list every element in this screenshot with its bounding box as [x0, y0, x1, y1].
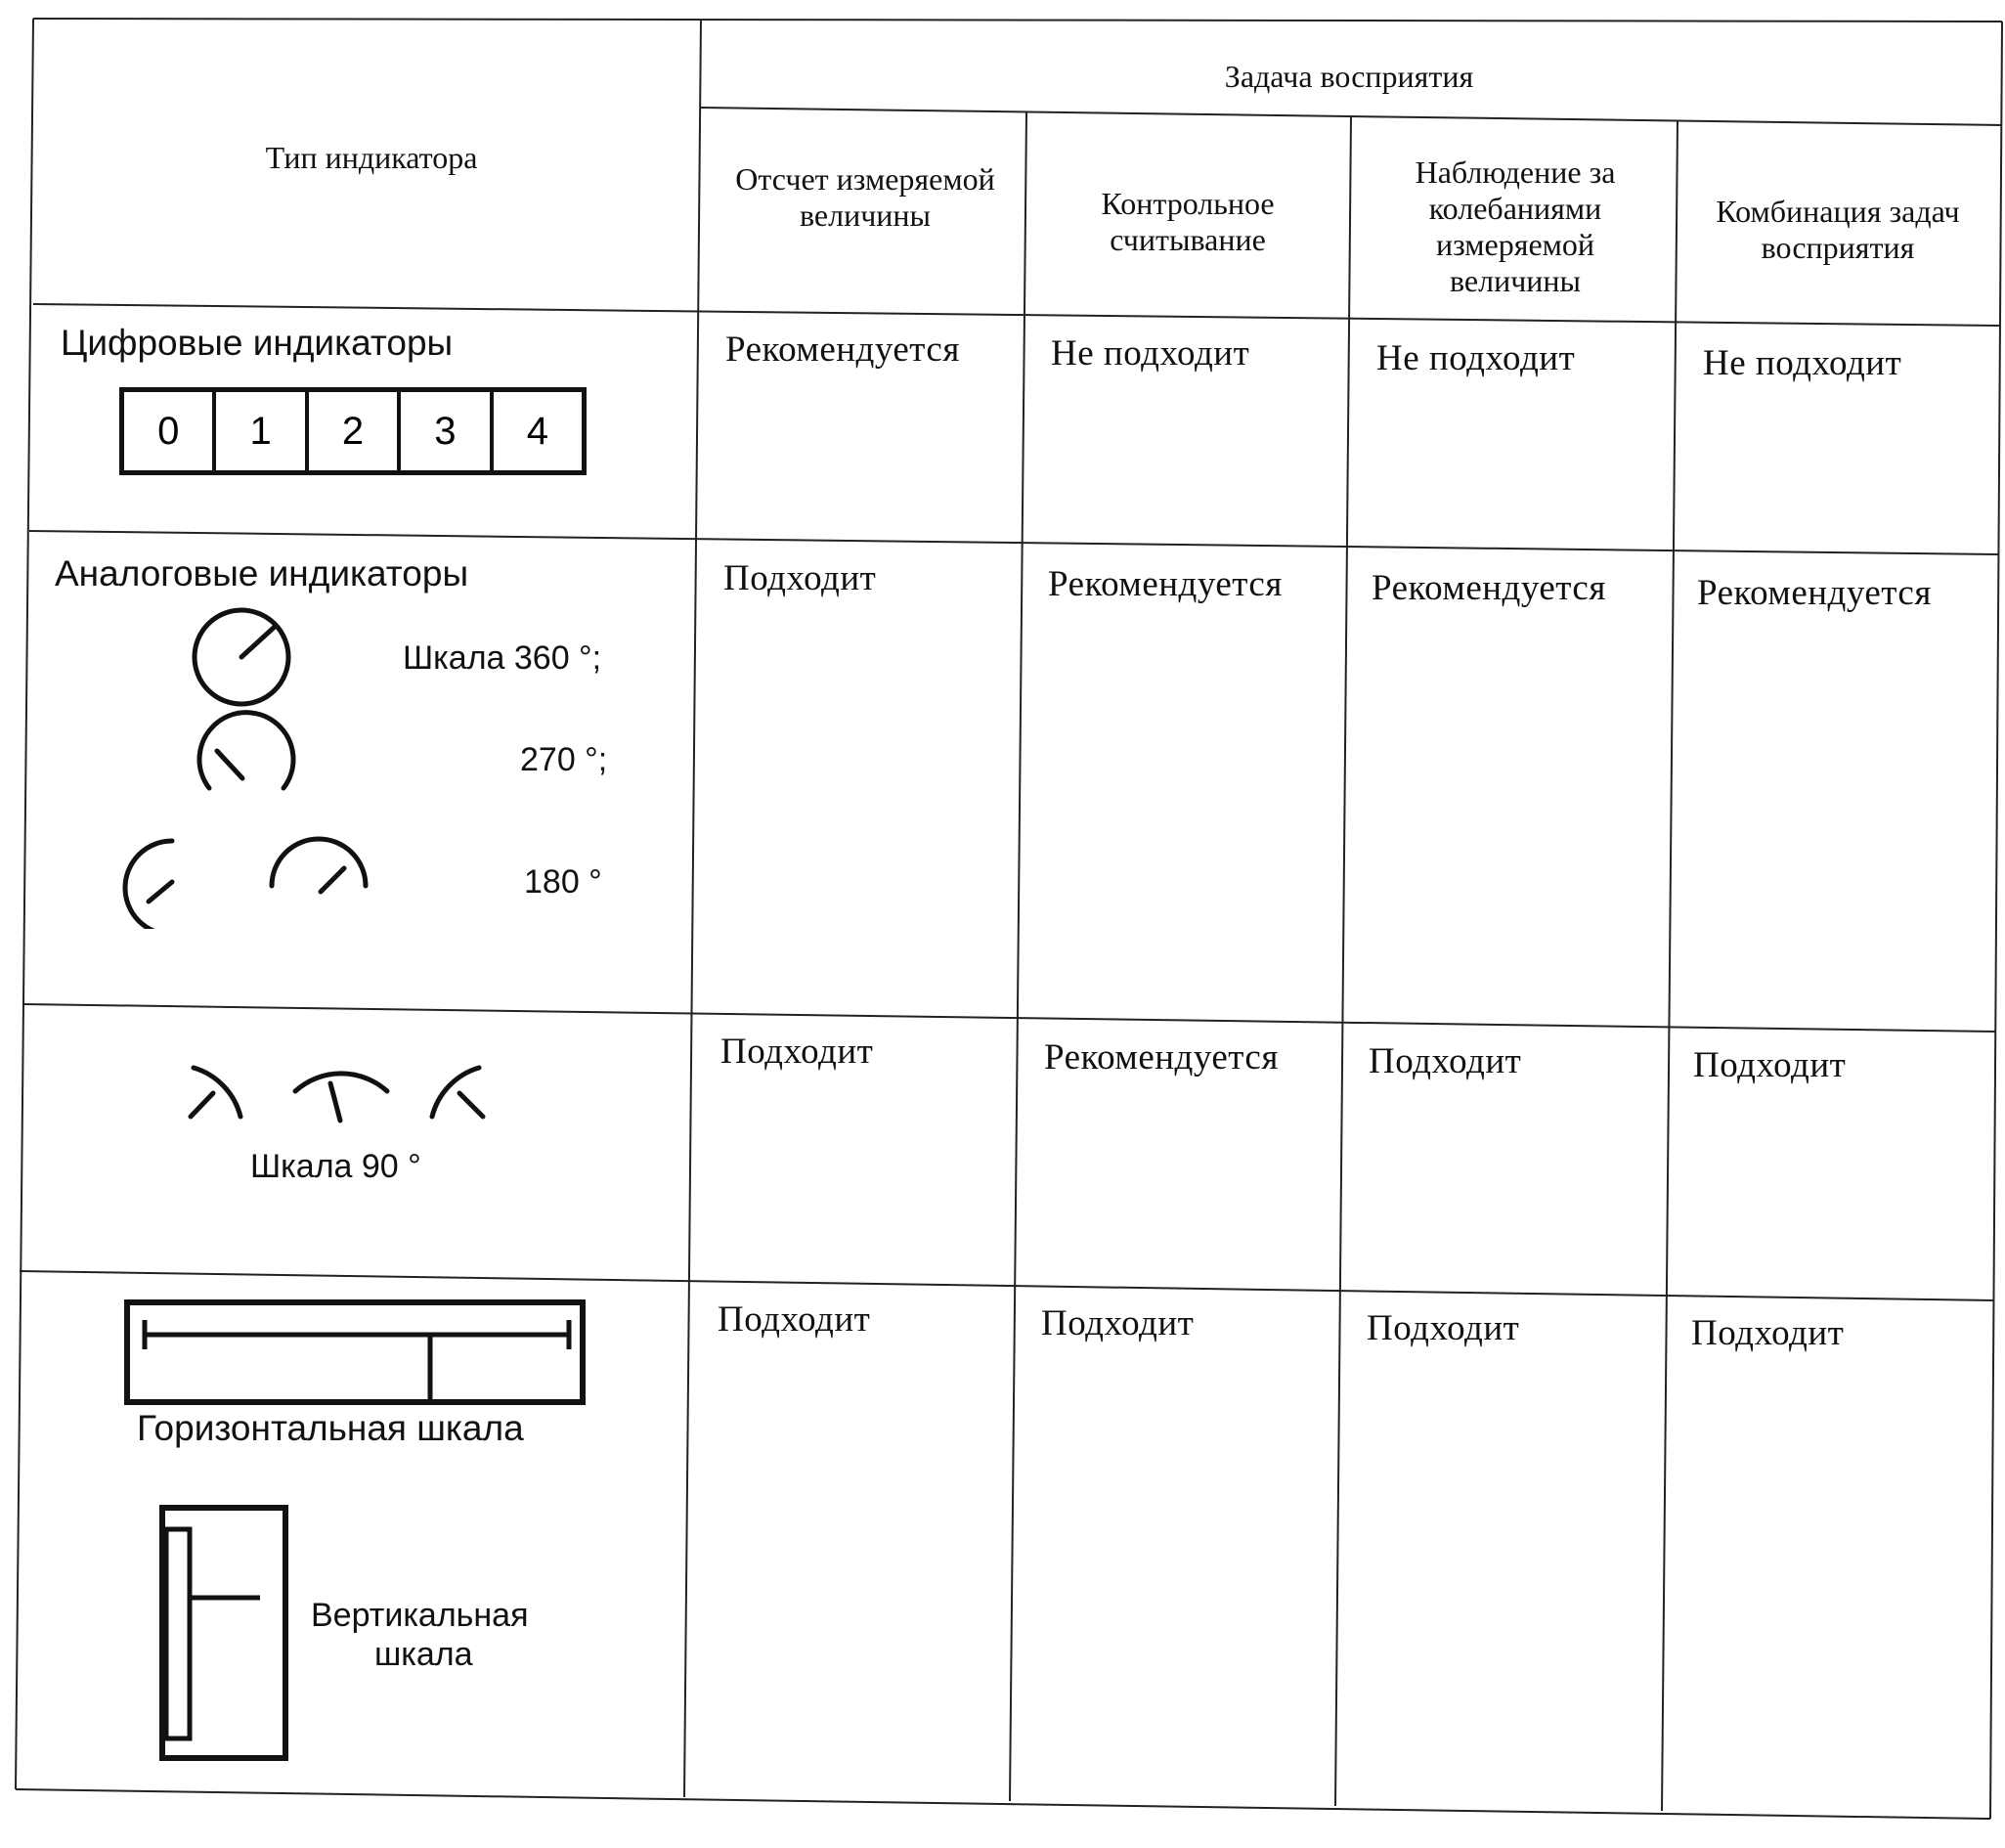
digit-box: 2 — [309, 392, 401, 470]
column-header: Наблюдение за колебаниями измеряемой величины — [1415, 154, 1616, 298]
sector-middle-needle — [330, 1083, 340, 1121]
cell-value: Не подходит — [1376, 338, 1576, 378]
cell-value: Подходит — [723, 558, 877, 598]
dial-180-horizontal-needle — [321, 868, 344, 892]
dial-270-needle — [217, 751, 242, 778]
digital-display — [119, 387, 587, 475]
scale-180-label: 180 ° — [524, 863, 602, 901]
grid-line — [23, 1004, 1996, 1032]
grid-line — [29, 531, 1998, 554]
cell-value: Подходит — [720, 1032, 874, 1072]
dial-360-needle — [241, 626, 276, 657]
column-header: Комбинация задач восприятия — [1716, 194, 1960, 265]
cell-value: Рекомендуется — [1697, 573, 1932, 613]
indicator-type-header: Тип индикатора — [265, 140, 478, 175]
cell-value: Рекомендуется — [1048, 564, 1283, 604]
cell-value: Подходит — [1367, 1308, 1520, 1348]
cell-value: Рекомендуется — [1044, 1037, 1279, 1078]
dial-180-horizontal-icon — [272, 839, 366, 886]
scale-90-label: Шкала 90 ° — [250, 1148, 421, 1185]
horizontal-scale-icon — [127, 1302, 583, 1402]
cell-value: Подходит — [1041, 1303, 1195, 1343]
scale-360-label: Шкала 360 °; — [403, 639, 602, 677]
grid-line — [16, 1789, 1990, 1819]
grid-line — [1335, 116, 1351, 1806]
digit-box: 0 — [124, 392, 216, 470]
cell-value: Рекомендуется — [725, 330, 960, 370]
vertical-scale-label: Вертикальная — [311, 1597, 529, 1634]
linear-scales — [117, 1291, 606, 1780]
sector-left-needle — [191, 1093, 213, 1117]
task-group-header: Задача восприятия — [1224, 59, 1474, 94]
grid-line — [33, 19, 2002, 22]
grid-line — [1010, 112, 1026, 1801]
grid-line — [1662, 121, 1678, 1811]
grid-line — [684, 19, 701, 1797]
digit-box: 3 — [401, 392, 493, 470]
digit-box: 1 — [216, 392, 308, 470]
column-header: Контрольное считывание — [1101, 186, 1275, 257]
row-label-digital: Цифровые индикаторы — [61, 323, 454, 363]
grid-line — [16, 19, 33, 1789]
sector-right-needle — [459, 1093, 483, 1117]
cell-value: Подходит — [1693, 1045, 1847, 1085]
grid-line — [1990, 22, 2002, 1819]
column-header: Отсчет измеряемой величины — [735, 161, 995, 233]
dial-270-icon — [199, 713, 293, 788]
scale-270-label: 270 °; — [520, 741, 608, 778]
sector-right-icon — [432, 1068, 479, 1117]
vertical-scale-icon — [162, 1508, 285, 1758]
sector-middle-icon — [295, 1074, 387, 1091]
horizontal-scale-label: Горизонтальная шкала — [137, 1408, 524, 1448]
row-label-analog: Аналоговые индикаторы — [55, 553, 469, 594]
vertical-scale-track — [166, 1529, 190, 1738]
dial-180-vertical-needle — [149, 882, 172, 902]
cell-value: Рекомендуется — [1372, 568, 1606, 608]
cell-value: Подходит — [718, 1299, 871, 1340]
digit-box: 4 — [526, 410, 548, 453]
vertical-scale-label: шкала — [374, 1636, 473, 1673]
cell-value: Подходит — [1691, 1313, 1845, 1353]
cell-value: Не подходит — [1703, 343, 1902, 383]
cell-value: Не подходит — [1051, 333, 1250, 374]
cell-value: Подходит — [1369, 1041, 1522, 1081]
